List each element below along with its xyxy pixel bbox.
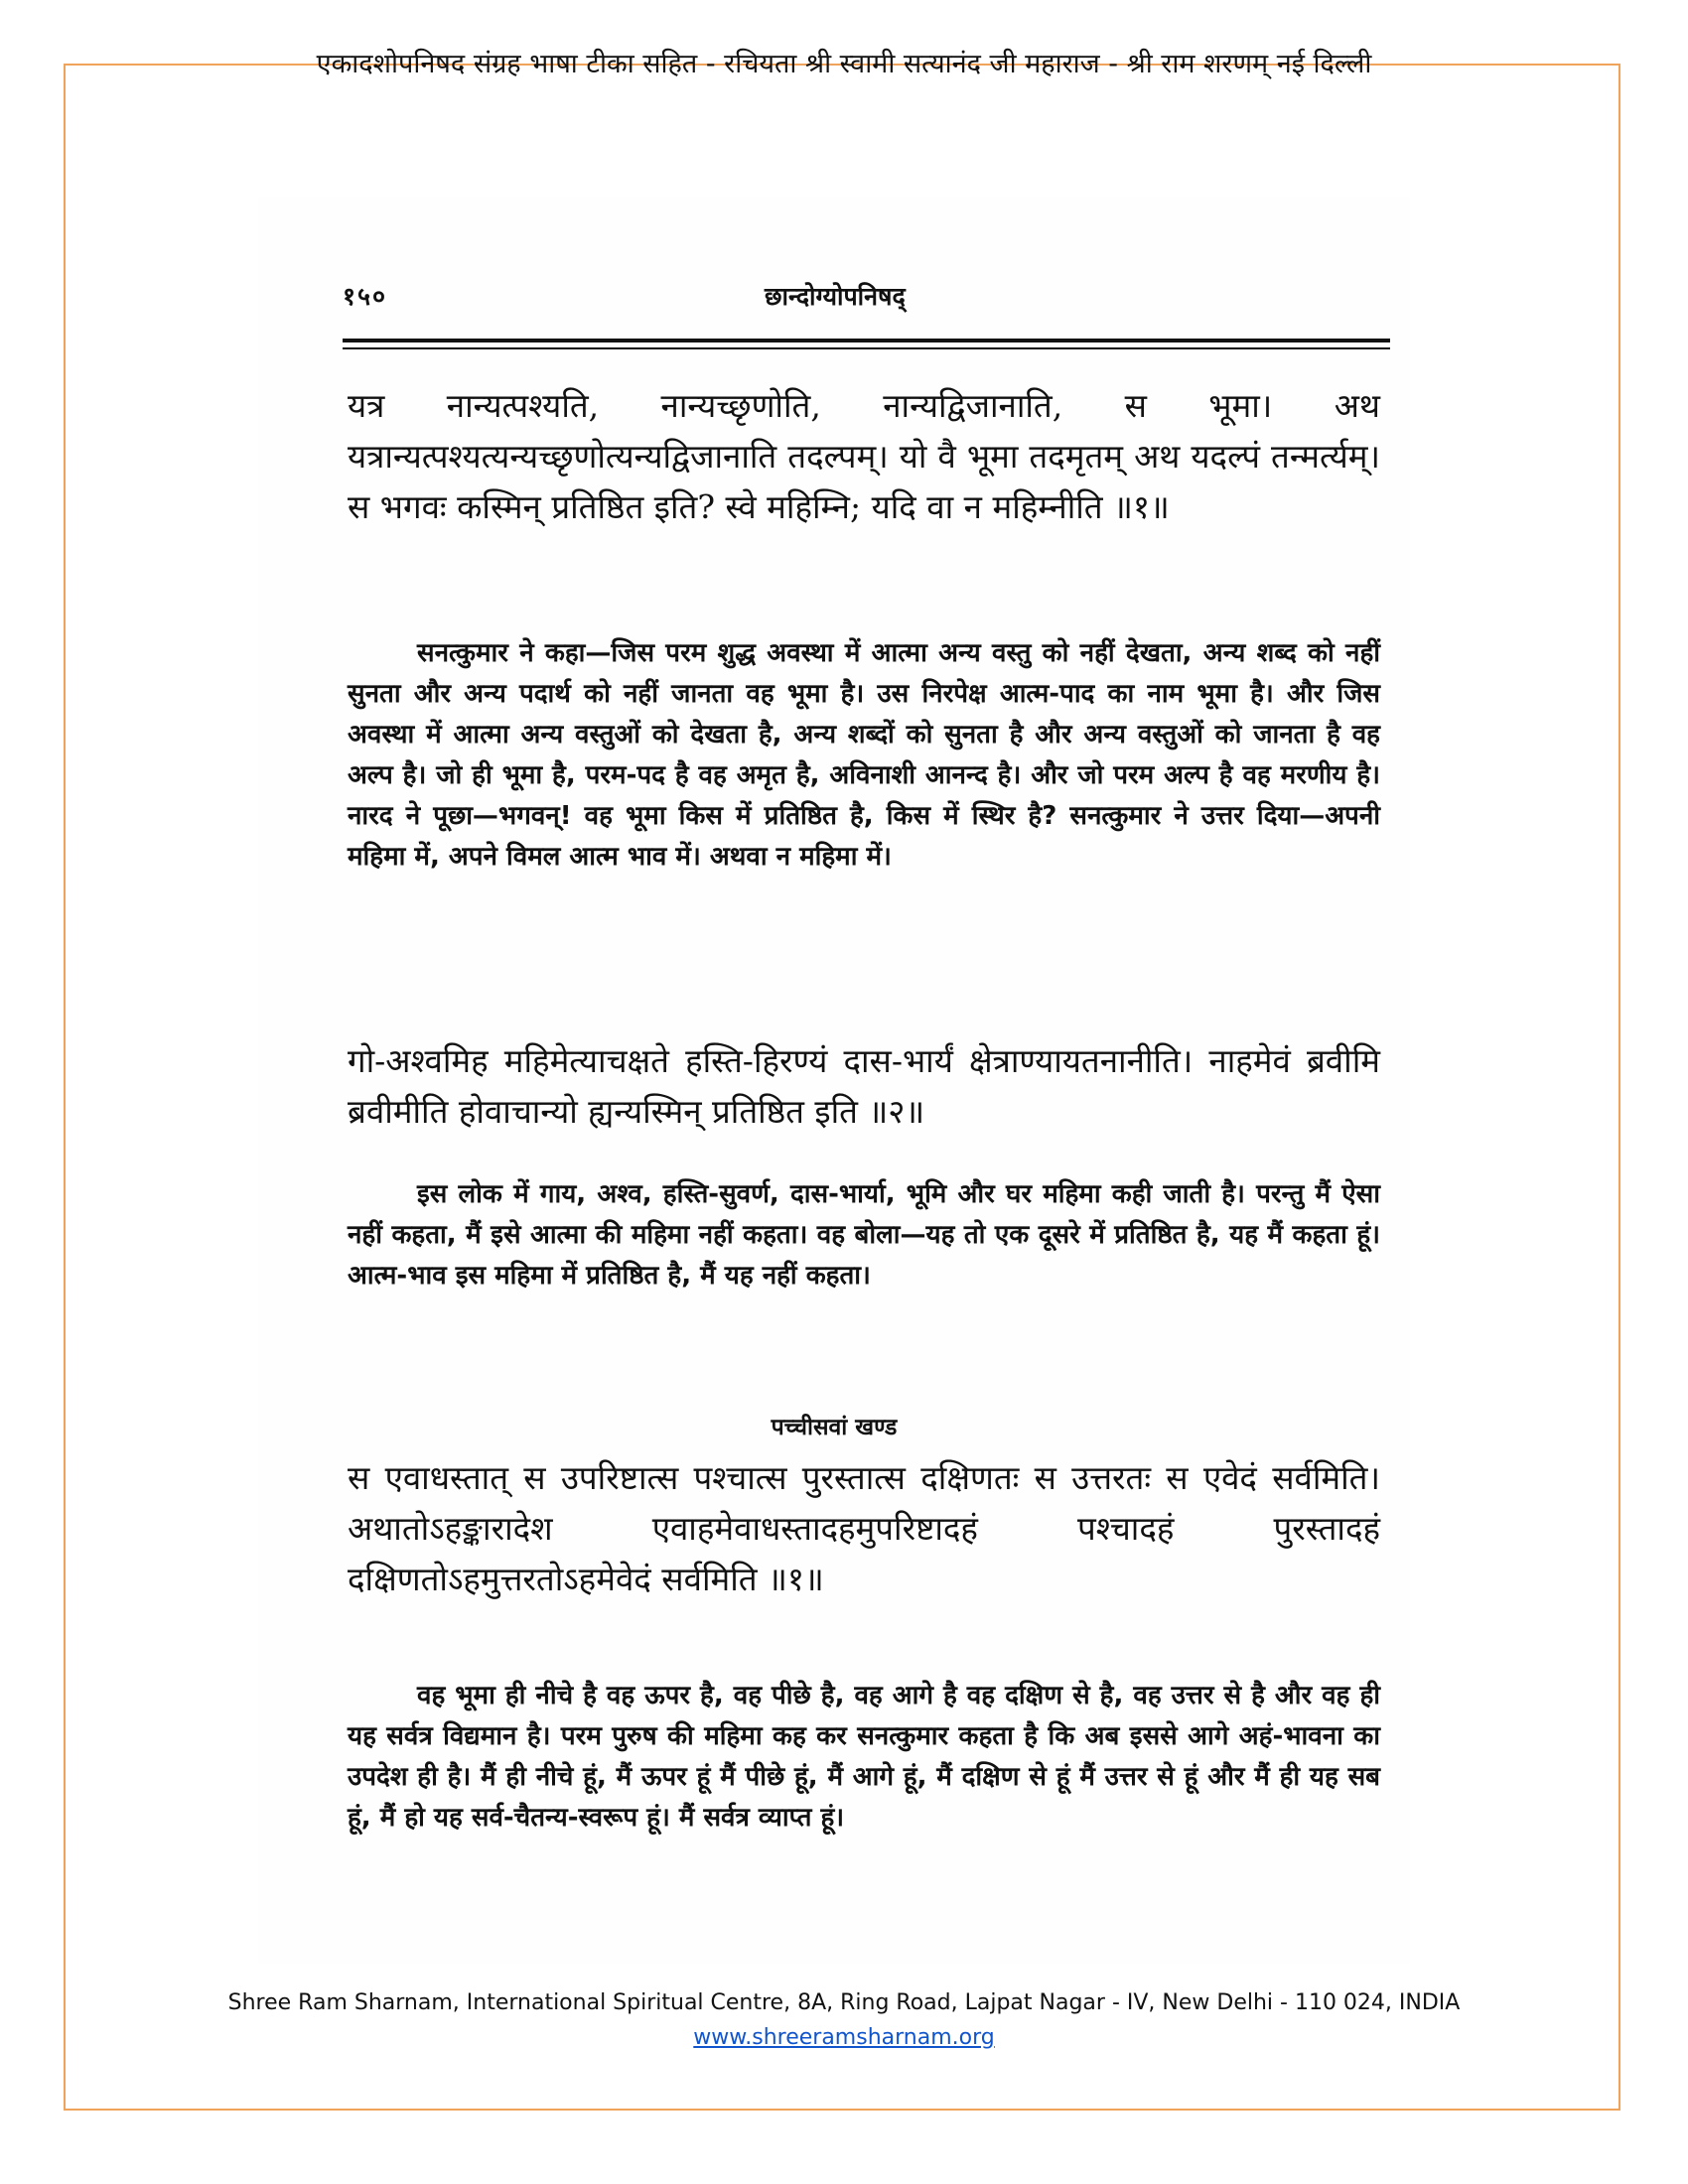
scanned-page: [258, 197, 1410, 1964]
hindi-translation-2: इस लोक में गाय, अश्व, हस्ति-सुवर्ण, दास-भार्या, भूमि और घर महिमा कही जाती है। परन्तु मैं ऐसा नहीं कहता, मैं इसे आत्मा की महिमा नहीं कहता। वह बोला—यह तो एक दूसरे में प्रतिष्ठित है, यह मैं कहता हूं। आत्म-भाव इस महिमा में प्रतिष्ठित है, मैं यह नहीं कहता।: [348, 1179, 1380, 1291]
sanskrit-verse-2: गो-अश्वमिह महिमेत्याचक्षते हस्ति-हिरण्यं दास-भार्यं क्षेत्राण्यायतनानीति। नाहमेवं ब्रवीमि ब्रवीमीति होवाचान्यो ह्यन्यस्मिन् प्रतिष्ठित इति ॥२॥: [348, 1041, 1380, 1131]
hindi-translation-1: सनत्कुमार ने कहा—जिस परम शुद्ध अवस्था में आत्मा अन्य वस्तु को नहीं देखता, अन्य शब्द को नहीं सुनता और अन्य पदार्थ को नहीं जानता वह भूमा है। उस निरपेक्ष आत्म-पाद का नाम भूमा है। और जिस अवस्था में आत्मा अन्य वस्तुओं को देखता है, अन्य शब्दों को सुनता है और अन्य वस्तुओं को जानता है वह अल्प है। जो ही भूमा है, परम-पद है वह अमृत है, अविनाशी आनन्द है। और जो परम अल्प है वह मरणीय है। नारद ने पूछा—भगवन्! वह भूमा किस में प्रतिष्ठित है, किस में स्थिर है? सनत्कुमार ने उत्तर दिया—अपनी महिमा में, अपने विमल आत्म भाव में। अथवा न महिमा में।: [348, 638, 1380, 872]
sanskrit-verse-1: यत्र नान्यत्पश्यति, नान्यच्छृणोति, नान्यद्विजानाति, स भूमा। अथ यत्रान्यत्पश्यत्यन्यच्छृणोत्यन्यद्विजानाति तदल्पम्। यो वै भूमा तदमृतम् अथ यदल्पं तन्मर्त्यम्। स भगवः कस्मिन् प्रतिष्ठित इति? स्वे महिम्नि; यदि वा न महिम्नीति ॥१॥: [348, 386, 1380, 526]
running-title: छान्दोग्योपनिषद्: [765, 282, 906, 311]
header-rule-thick: [343, 339, 1390, 342]
page-number: १५०: [343, 282, 388, 311]
sanskrit-verse-3: स एवाधस्तात् स उपरिष्टात्स पश्चात्स पुरस्तात्स दक्षिणतः स उत्तरतः स एवेदं सर्वमिति। अथातोऽहङ्कारादेश एवाहमेवाधस्तादहमुपरिष्टादहं पश्चादहं पुरस्तादहं दक्षिणतोऽहमुत्तरतोऽहमेवेदं सर्वमिति ॥१॥: [348, 1458, 1380, 1598]
document-header: एकादशोपनिषद संग्रह भाषा टीका सहित - रचियता श्री स्वामी सत्यानंद जी महाराज - श्री राम शरणम् नई दिल्ली: [316, 49, 1372, 79]
document-footer: [0, 1990, 1688, 2050]
hindi-translation-3: वह भूमा ही नीचे है वह ऊपर है, वह पीछे है, वह आगे है वह दक्षिण से है, वह उत्तर से है और वह ही यह सर्वत्र विद्यमान है। परम पुरुष की महिमा कह कर सनत्कुमार कहता है कि अब इससे आगे अहं-भावना का उपदेश ही है। मैं ही नीचे हूं, मैं ऊपर हूं मैं पीछे हूं, मैं आगे हूं, मैं दक्षिण से हूं मैं उत्तर से हूं और मैं ही यह सब हूं, मैं हो यह सर्व-चैतन्य-स्वरूप हूं। मैं सर्वत्र व्याप्त हूं।: [348, 1681, 1380, 1833]
scan-page-header: [343, 271, 1395, 321]
header-rule-thin: [343, 347, 1390, 349]
section-title: पच्चीसवां खण्ड: [771, 1415, 898, 1440]
footer-address: Shree Ram Sharnam, International Spiritual Centre, 8A, Ring Road, Lajpat Nagar - IV, New Delhi - 110 024, INDIA: [227, 1990, 1461, 2015]
website-link[interactable]: www.shreeramsharnam.org: [693, 2025, 995, 2050]
